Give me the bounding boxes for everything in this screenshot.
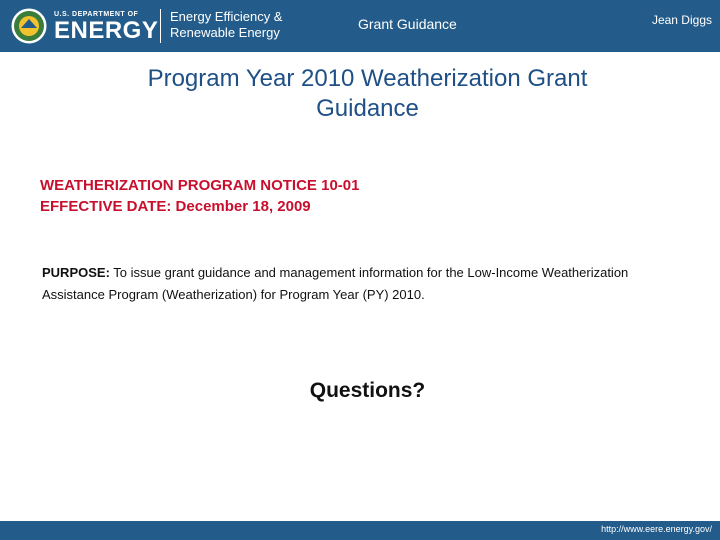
program-notice [40,175,359,217]
effective-date: EFFECTIVE DATE: December 18, 2009 [40,198,311,215]
slide-title-line-2: Guidance [316,95,419,122]
dept-name: ENERGY [54,17,159,44]
logo-divider [160,9,161,43]
slide-title [40,64,695,124]
office-name [170,9,282,41]
office-line-2: Renewable Energy [170,25,280,40]
header-author: Jean Diggs [651,13,712,27]
questions-heading: Questions? [309,379,426,402]
doe-wordmark [54,10,158,43]
notice-number: WEATHERIZATION PROGRAM NOTICE 10-01 [40,177,360,194]
doe-seal-icon [10,7,48,45]
header-bar [0,0,720,52]
footer-url-link[interactable]: http://www.eere.energy.gov/ [601,524,712,534]
purpose-paragraph [42,262,682,306]
purpose-text: To issue grant guidance and management information for the Low-Income Weatherization Assistance Program (Weatherization) for Program Year (PY) 2010. [42,265,629,302]
slide-title-line-1: Program Year 2010 Weatherization Grant [147,65,588,92]
header-title: Grant Guidance [358,16,457,32]
dept-line: U.S. DEPARTMENT OF [54,11,139,18]
office-line-1: Energy Efficiency & [170,9,283,24]
purpose-label: PURPOSE: [42,265,110,280]
footer-bar [0,521,720,540]
